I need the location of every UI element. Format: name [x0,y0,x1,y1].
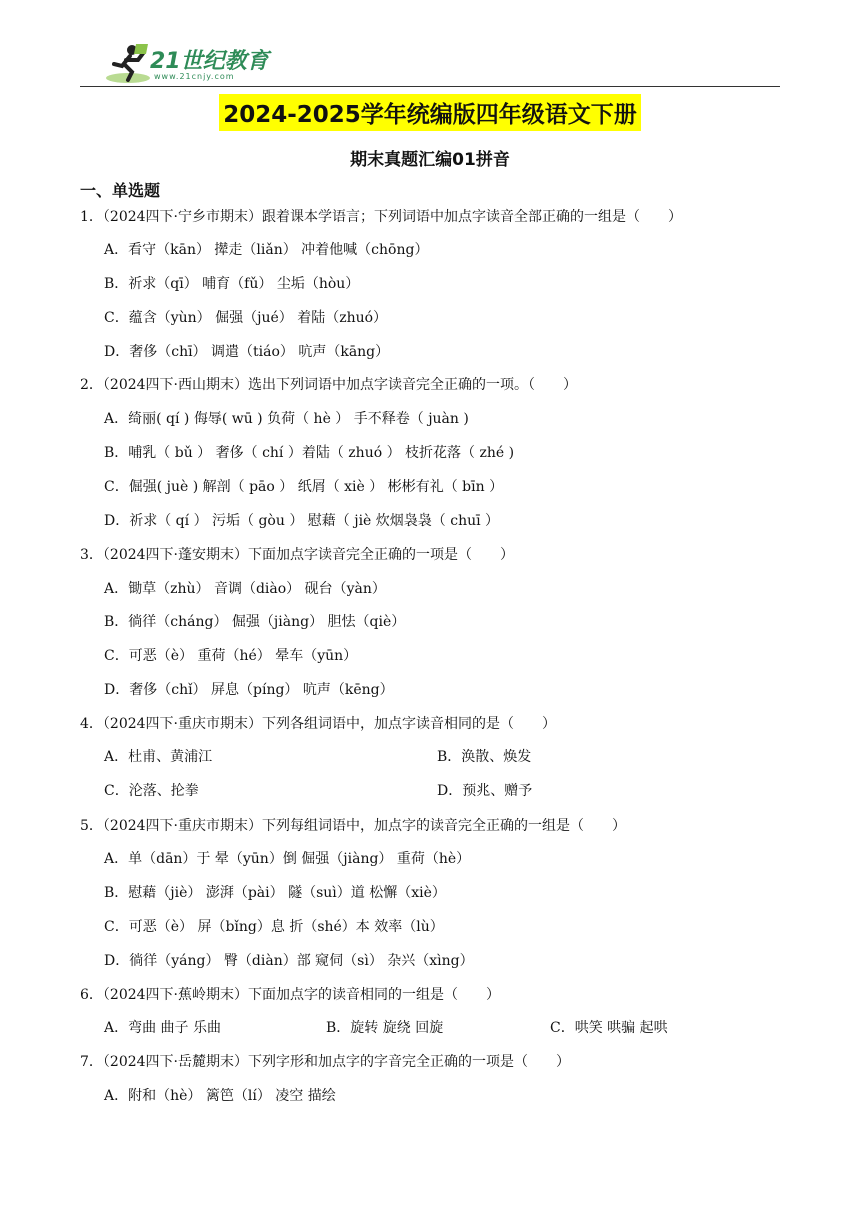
question-1-option-d: D．奢侈（chī） 调遣（tiáo） 吭声（kāng） [104,344,390,360]
question-3-option-a: A．锄草（zhù） 音调（diào） 砚台（yàn） [104,581,386,597]
question-4-option-a: A．杜甫、黄浦江 [104,749,213,765]
question-3-stem: 3．（2024四下·蓬安期末）下面加点字读音完全正确的一项是（ ） [80,547,514,563]
question-1-option-b: B．祈求（qī） 哺育（fǔ） 尘垢（hòu） [104,276,360,292]
logo [102,42,272,86]
question-5-option-a: A．单（dān）于 晕（yūn）倒 倔强（jiàng） 重荷（hè） [104,851,471,867]
question-6-option-c: C．哄笑 哄骗 起哄 [550,1020,668,1036]
question-3-option-c: C．可恶（è） 重荷（hé） 晕车（yūn） [104,648,358,664]
logo-text: 21世纪教育 [150,49,269,74]
question-6-option-b: B．旋转 旋绕 回旋 [326,1020,444,1036]
question-5-option-d: D．徜徉（yáng） 臀（diàn）部 窥伺（sì） 杂兴（xìng） [104,953,474,969]
question-7-stem: 7．（2024四下·岳麓期末）下列字形和加点字的字音完全正确的一项是（ ） [80,1054,570,1070]
page-title: 2024-2025学年统编版四年级语文下册 [219,94,641,131]
question-2-option-d: D．祈求（ qí ） 污垢（ gòu ） 慰藉（ jiè 炊烟袅袅（ chuī ） [104,513,500,529]
question-4-option-b: B．涣散、焕发 [437,749,532,765]
question-1-option-c: C．蕴含（yùn） 倔强（jué） 着陆（zhuó） [104,310,388,326]
header-rule [80,86,780,87]
question-4-stem: 4．（2024四下·重庆市期末）下列各组词语中，加点字读音相同的是（ ） [80,716,556,732]
section-heading: 一、单选题 [80,181,161,200]
question-2-option-b: B．哺乳（ bǔ ） 奢侈（ chí ）着陆（ zhuó ） 枝折花落（ zhé ) [104,445,515,461]
question-1-option-a: A．看守（kān） 撵走（liǎn） 冲着他喊（chōng） [104,242,429,258]
question-6-option-a: A．弯曲 曲子 乐曲 [104,1020,222,1036]
question-5-stem: 5．（2024四下·重庆市期末）下列每组词语中，加点字的读音完全正确的一组是（ ） [80,818,626,834]
question-2-stem: 2．（2024四下·西山期末）选出下列词语中加点字读音完全正确的一项。（ ） [80,377,577,393]
question-6-stem: 6．（2024四下·蕉岭期末）下面加点字的读音相同的一组是（ ） [80,987,500,1003]
question-3-option-b: B．徜徉（cháng） 倔强（jiàng） 胆怯（qiè） [104,614,406,630]
page-subtitle: 期末真题汇编01拼音 [350,150,510,170]
question-2-option-a: A．绮丽( qí ) 侮辱( wū ) 负荷（ hè ） 手不释卷（ juàn ) [104,411,469,427]
question-4-option-d: D．预兆、赠予 [437,783,533,799]
question-2-option-c: C．倔强( juè ) 解剖（ pāo ） 纸屑（ xiè ） 彬彬有礼（ bīn ） [104,479,504,495]
runner-logo-icon [102,42,152,86]
question-5-option-c: C．可恶（è） 屏（bǐng）息 折（shé）本 效率（lù） [104,919,444,935]
question-4-option-c: C．沦落、抡拳 [104,783,199,799]
question-3-option-d: D．奢侈（chǐ） 屏息（píng） 吭声（kēng） [104,682,394,698]
question-1-stem: 1．（2024四下·宁乡市期末）跟着课本学语言；下列词语中加点字读音全部正确的一组是（ ） [80,209,682,225]
title-wrap [0,94,860,131]
logo-url: www.21cnjy.com [154,72,235,81]
question-5-option-b: B．慰藉（jiè） 澎湃（pài） 隧（suì）道 松懈（xiè） [104,885,446,901]
question-7-option-a: A．附和（hè） 篱笆（lí） 凌空 描绘 [104,1088,336,1104]
